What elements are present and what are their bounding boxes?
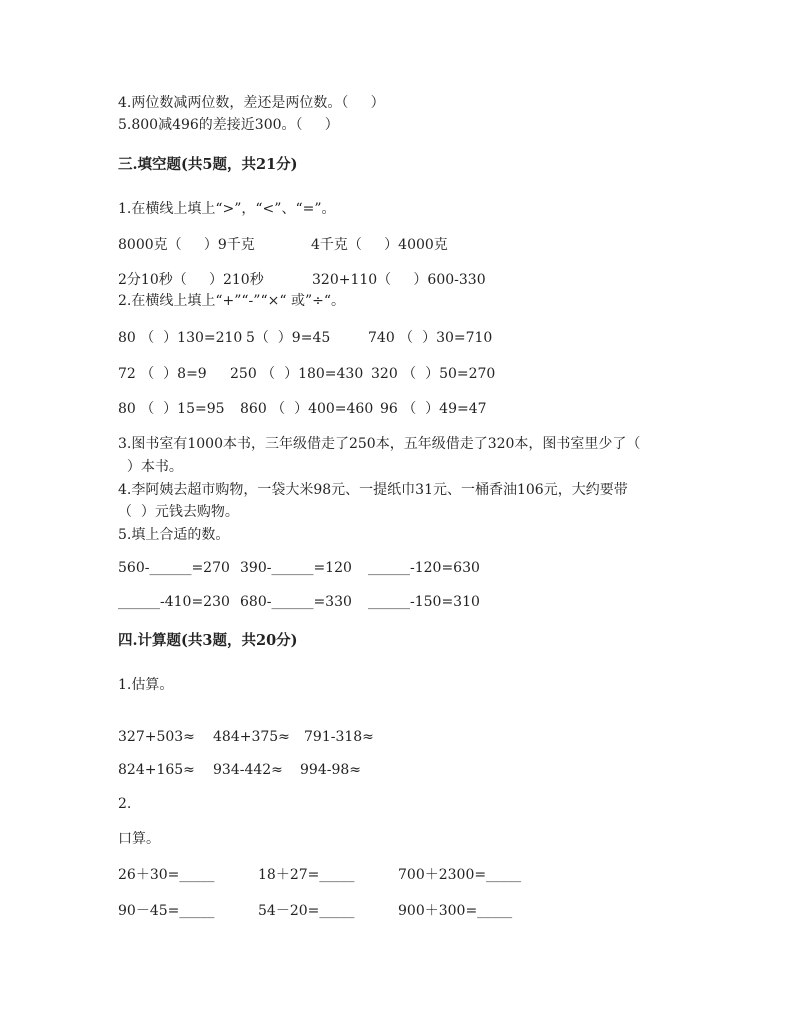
section-4-heading: 四.计算题(共3题，共20分) xyxy=(118,632,298,649)
fill-q1-item: 4千克（ ）4000克 xyxy=(311,237,448,253)
fill-q2-item: 740 （ ）30=710 xyxy=(368,330,493,346)
calc-q2-item: 54－20=_____ xyxy=(258,903,355,919)
fill-q5-prompt: 5.填上合适的数。 xyxy=(118,527,230,543)
fill-q5-item: ______-150=310 xyxy=(368,594,480,610)
calc-q1-item: 824+165≈ xyxy=(118,762,195,778)
judgement-item-4: 4.两位数减两位数，差还是两位数。（ ） xyxy=(118,95,385,111)
fill-q5-item: 680-______=330 xyxy=(240,594,352,610)
calc-q2-item: 90－45=_____ xyxy=(118,903,215,919)
fill-q2-item: 860 （ ）400=460 xyxy=(240,401,374,417)
fill-q4-line-2: （ ）元钱去购物。 xyxy=(118,504,239,520)
calc-q2-item: 900＋300=_____ xyxy=(398,903,513,919)
calc-q1-item: 327+503≈ xyxy=(118,729,195,745)
fill-q5-item: ______-410=230 xyxy=(118,594,230,610)
fill-q2-item: 72 （ ）8=9 xyxy=(118,366,207,382)
calc-q2-item: 18＋27=_____ xyxy=(258,867,355,883)
fill-q3-line-1: 3.图书室有1000本书，三年级借走了250本，五年级借走了320本，图书室里少了（ xyxy=(118,436,641,452)
calc-q2-number: 2. xyxy=(118,796,132,812)
fill-q2-item: 5（ ）9=45 xyxy=(246,330,331,346)
fill-q2-item: 320 （ ）50=270 xyxy=(371,366,496,382)
calc-q2-prompt: 口算。 xyxy=(118,831,160,847)
section-3-heading: 三.填空题(共5题，共21分) xyxy=(118,156,298,173)
fill-q4-line-1: 4.李阿姨去超市购物，一袋大米98元、一提纸巾31元、一桶香油106元，大约要带 xyxy=(118,482,628,498)
calc-q1-prompt: 1.估算。 xyxy=(118,677,174,693)
calc-q1-item: 994-98≈ xyxy=(300,762,361,778)
fill-q5-item: 560-______=270 xyxy=(118,560,230,576)
calc-q2-item: 700＋2300=_____ xyxy=(398,867,522,883)
calc-q1-item: 484+375≈ xyxy=(213,729,290,745)
fill-q1-item: 320+110（ ）600-330 xyxy=(312,272,486,288)
fill-q5-item: ______-120=630 xyxy=(368,560,480,576)
fill-q5-item: 390-______=120 xyxy=(240,560,352,576)
fill-q3-line-2: ）本书。 xyxy=(118,459,183,475)
fill-q2-prompt: 2.在横线上填上“+”“-”“×“ 或”÷“。 xyxy=(118,293,345,309)
fill-q2-item: 80 （ ）130=210 xyxy=(118,330,243,346)
fill-q1-item: 2分10秒（ ）210秒 xyxy=(118,272,264,288)
calc-q1-item: 934-442≈ xyxy=(213,762,283,778)
calc-q2-item: 26＋30=_____ xyxy=(118,867,215,883)
fill-q2-item: 250 （ ）180=430 xyxy=(230,366,364,382)
fill-q2-item: 96 （ ）49=47 xyxy=(380,401,487,417)
judgement-item-5: 5.800减496的差接近300。（ ） xyxy=(118,117,339,133)
fill-q1-item: 8000克（ ）9千克 xyxy=(118,237,255,253)
fill-q1-prompt: 1.在横线上填上“>”，“<”、“=”。 xyxy=(118,201,336,217)
fill-q2-item: 80 （ ）15=95 xyxy=(118,401,225,417)
calc-q1-item: 791-318≈ xyxy=(304,729,374,745)
